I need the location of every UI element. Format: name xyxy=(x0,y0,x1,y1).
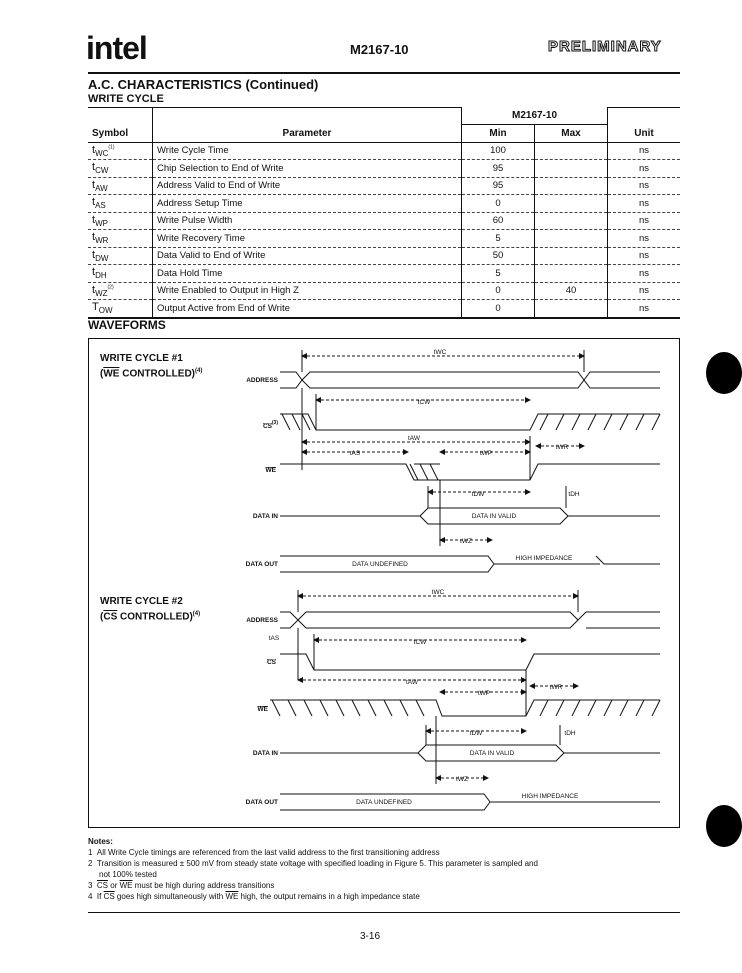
row-unit: ns xyxy=(608,195,681,213)
footer-rule xyxy=(88,912,680,913)
c2-cs-wave xyxy=(280,654,660,670)
c1-tdw-label: tDW xyxy=(471,491,485,498)
row-parameter: Address Setup Time xyxy=(153,195,462,213)
header-symbol: Symbol xyxy=(88,125,153,143)
c2-sig-cs: CS xyxy=(266,659,276,666)
c2-highz-label: HIGH IMPEDANCE xyxy=(521,793,579,800)
row-symbol: $t_{AW}$ xyxy=(88,177,153,195)
c2-dataout-wave xyxy=(280,794,660,810)
notes-heading: Notes: xyxy=(88,837,113,846)
row-parameter: Data Hold Time xyxy=(153,265,462,283)
header-parameter: Parameter xyxy=(153,125,462,143)
c1-tcw-label: tCW xyxy=(417,399,431,406)
row-min: 100 xyxy=(462,142,535,160)
notes xyxy=(88,836,538,902)
c1-sig-datain: DATA IN xyxy=(252,513,278,520)
c1-highz-label: HIGH IMPEDANCE xyxy=(515,555,573,562)
row-symbol: $t_{CW}$ xyxy=(88,160,153,178)
row-parameter: Output Active from End of Write xyxy=(153,300,462,318)
row-min: 5 xyxy=(462,265,535,283)
c2-sig-dataout: DATA OUT xyxy=(245,799,278,806)
header-min: Min xyxy=(462,125,535,143)
c2-datavalid-label: DATA IN VALID xyxy=(469,750,515,757)
c1-tdh-label: tDH xyxy=(568,491,580,498)
binder-hole-top xyxy=(706,352,742,394)
row-symbol: $t_{WP}$ xyxy=(88,212,153,230)
cycle1-title-we: $\overline{WE}$ xyxy=(103,368,120,380)
row-unit: ns xyxy=(608,282,681,300)
row-symbol: $t_{WZ}^{(2)}$ xyxy=(88,282,153,300)
c2-sig-we: WE xyxy=(257,706,268,713)
c1-cs-wave xyxy=(280,414,660,430)
c2-address-wave xyxy=(280,612,660,628)
c1-datain-wave xyxy=(280,508,660,524)
binder-hole-bottom xyxy=(706,805,742,847)
note-1: 1 All Write Cycle timings are referenced from the last valid address to the first transitioning address xyxy=(88,848,440,857)
c2-sig-address: ADDRESS xyxy=(246,617,278,624)
row-min: 0 xyxy=(462,282,535,300)
c1-sig-dataout: DATA OUT xyxy=(245,561,278,568)
header-max: Max xyxy=(535,125,608,143)
c1-taw-label: tAW xyxy=(407,435,421,442)
note-2-cont: not 100% tested xyxy=(99,870,157,879)
c1-address-wave xyxy=(280,372,660,388)
note-2: 2 Transition is measured ± 500 mV from steady state voltage with specified loading in Figure 5. This parameter is sampled and xyxy=(88,859,538,868)
c1-twc-label: tWC xyxy=(433,349,447,356)
row-min: 95 xyxy=(462,160,535,178)
row-parameter: Chip Selection to End of Write xyxy=(153,160,462,178)
c1-undefined-label: DATA UNDEFINED xyxy=(352,561,408,568)
row-unit: ns xyxy=(608,265,681,283)
row-unit: ns xyxy=(608,247,681,265)
c2-tas-label: tAS xyxy=(268,635,280,642)
note-3: 3 $\overline{CS}$ or $\overline{WE}$ must be high during address transitions xyxy=(88,881,275,890)
cycle2-title: WRITE CYCLE #2 ($\overline{CS}$ CONTROLLED)$^{(4)}$ xyxy=(100,596,201,623)
row-parameter: Write Recovery Time xyxy=(153,230,462,248)
header-unit: Unit xyxy=(608,125,681,143)
c2-tcw-label: tCW xyxy=(413,639,427,646)
c2-taw-label: tAW xyxy=(405,679,419,686)
cycle2-title-cs: $\overline{CS}$ xyxy=(103,611,118,623)
c1-twz-label: tWZ xyxy=(460,538,472,545)
waveforms-title: WAVEFORMS xyxy=(88,318,166,332)
row-symbol: $t_{AS}$ xyxy=(88,195,153,213)
row-parameter: Address Valid to End of Write xyxy=(153,177,462,195)
preliminary-stamp: PRELIMINARY xyxy=(548,38,662,55)
row-symbol: $t_{WC}^{(1)}$ xyxy=(88,142,153,160)
section-subtitle: WRITE CYCLE xyxy=(88,93,164,105)
row-parameter: Data Valid to End of Write xyxy=(153,247,462,265)
row-parameter: Write Pulse Width xyxy=(153,212,462,230)
c1-twr-label: tWR xyxy=(555,444,569,451)
c2-twz-label: tWZ xyxy=(456,776,468,783)
c2-tdh-label: tDH xyxy=(564,730,576,737)
c2-undefined-label: DATA UNDEFINED xyxy=(356,799,412,806)
row-min: 0 xyxy=(462,195,535,213)
c1-twp-label: tWP xyxy=(479,450,493,457)
row-symbol: $t_{WR}$ xyxy=(88,230,153,248)
c1-we-wave xyxy=(280,464,660,480)
intel-logo: intel xyxy=(86,30,147,66)
c2-sig-datain: DATA IN xyxy=(252,750,278,757)
c1-sig-cs: CS xyxy=(262,423,272,430)
page-number: 3-16 xyxy=(360,931,381,942)
row-unit: ns xyxy=(608,142,681,160)
c1-sig-we: WE xyxy=(265,467,276,474)
section-title: A.C. CHARACTERISTICS (Continued) xyxy=(88,77,319,92)
row-unit: ns xyxy=(608,160,681,178)
row-symbol: $t_{DH}$ xyxy=(88,265,153,283)
row-min: 95 xyxy=(462,177,535,195)
row-parameter: Write Enabled to Output in High Z xyxy=(153,282,462,300)
c1-datavalid-label: DATA IN VALID xyxy=(471,513,517,520)
row-symbol: $t_{DW}$ xyxy=(88,247,153,265)
group-header: M2167-10 xyxy=(462,108,608,125)
c1-tas-label: tAS xyxy=(349,450,361,457)
row-unit: ns xyxy=(608,177,681,195)
row-max: 40 xyxy=(535,282,608,300)
c2-twr-label: tWR xyxy=(549,684,563,691)
row-min: 50 xyxy=(462,247,535,265)
part-number: M2167-10 xyxy=(350,42,409,57)
row-symbol: $T_{OW}$ xyxy=(88,300,153,318)
row-unit: ns xyxy=(608,300,681,318)
c1-sig-cs-sup: (3) xyxy=(271,420,278,426)
row-min: 5 xyxy=(462,230,535,248)
cycle1-title: WRITE CYCLE #1 ($\overline{WE}$ CONTROLLED)$^{(4)}$ xyxy=(100,353,203,380)
row-unit: ns xyxy=(608,212,681,230)
c1-sig-address: ADDRESS xyxy=(246,377,278,384)
c1-dataout-wave xyxy=(280,556,660,572)
c2-twc-label: tWC xyxy=(431,589,445,596)
row-min: 60 xyxy=(462,212,535,230)
c2-twp-label: tWP xyxy=(477,690,491,697)
row-parameter: Write Cycle Time xyxy=(153,142,462,160)
row-unit: ns xyxy=(608,230,681,248)
row-min: 0 xyxy=(462,300,535,318)
c2-we-wave xyxy=(270,700,660,716)
note-4: 4 If $\overline{CS}$ goes high simultaneously with $\overline{WE}$ high, the output remains in a high impedance state xyxy=(88,892,420,901)
c2-tdw-label: tDW xyxy=(469,730,483,737)
